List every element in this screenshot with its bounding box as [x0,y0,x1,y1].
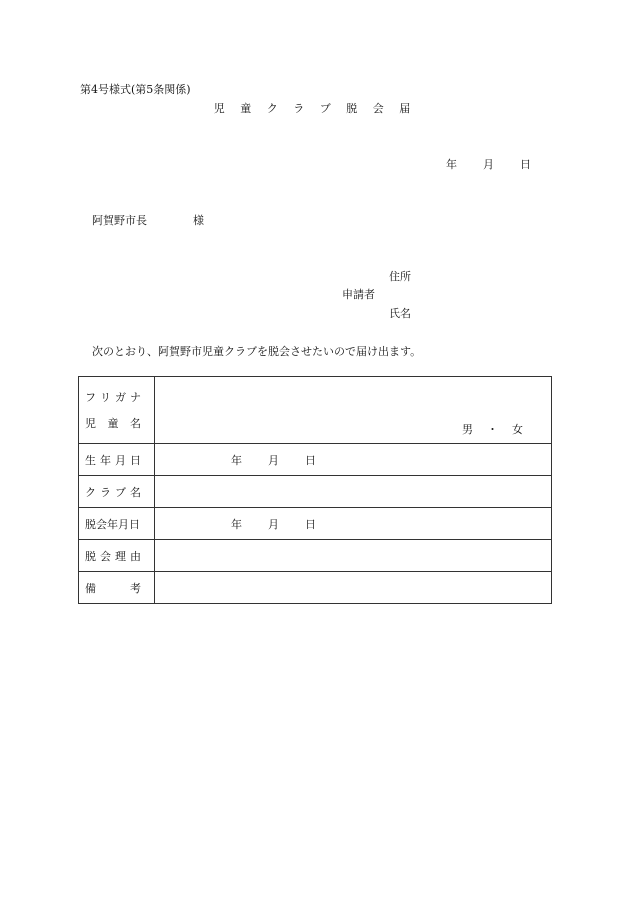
table-row-birthdate [79,444,552,476]
date-year-unit: 年 [446,158,457,171]
date-month-unit: 月 [483,158,494,171]
withdrawal-form-table [78,376,552,604]
statement-text: 次のとおり、阿賀野市児童クラブを脱会させたいので届け出ます。 [92,345,422,358]
child-name-label-cell [79,377,155,444]
withdrawal-reason-field[interactable] [155,540,552,572]
address-label: 住所 [389,270,411,283]
addressee-honorific: 様 [193,214,204,227]
gender-dot: ・ [487,423,498,436]
remarks-field[interactable] [155,572,552,604]
applicant-label: 申請者 [342,288,375,301]
table-row-withdrawal-date [79,508,552,540]
birthdate-label: 生 年 月 日 [79,444,155,476]
form-number: 第4号様式(第5条関係) [80,83,191,96]
table-row-club [79,476,552,508]
name-label: 氏名 [389,307,411,320]
addressee [92,212,204,228]
gender-selection[interactable] [462,421,523,437]
table-row-reason [79,540,552,572]
club-name-field[interactable] [155,476,552,508]
withdrawal-date-label: 脱会年月日 [79,508,155,540]
addressee-name: 阿賀野市長 [92,214,147,227]
gender-male[interactable]: 男 [462,423,473,436]
child-name-field[interactable] [155,377,552,444]
withdrawal-reason-label: 脱 会 理 由 [79,540,155,572]
form-title: 児 童 ク ラ ブ 脱 会 届 [213,102,417,115]
withdrawal-date-field[interactable]: 年 月 日 [155,508,552,540]
table-row-remarks [79,572,552,604]
table-row-child [79,377,552,444]
club-name-label: ク ラ ブ 名 [79,476,155,508]
date-day-unit: 日 [520,158,531,171]
furigana-label: フ リ ガ ナ [85,391,141,404]
submission-date [446,156,531,172]
child-name-label: 児 童 名 [85,417,141,430]
birthdate-field[interactable]: 年 月 日 [155,444,552,476]
gender-female[interactable]: 女 [512,423,523,436]
remarks-label: 備 考 [79,572,155,604]
